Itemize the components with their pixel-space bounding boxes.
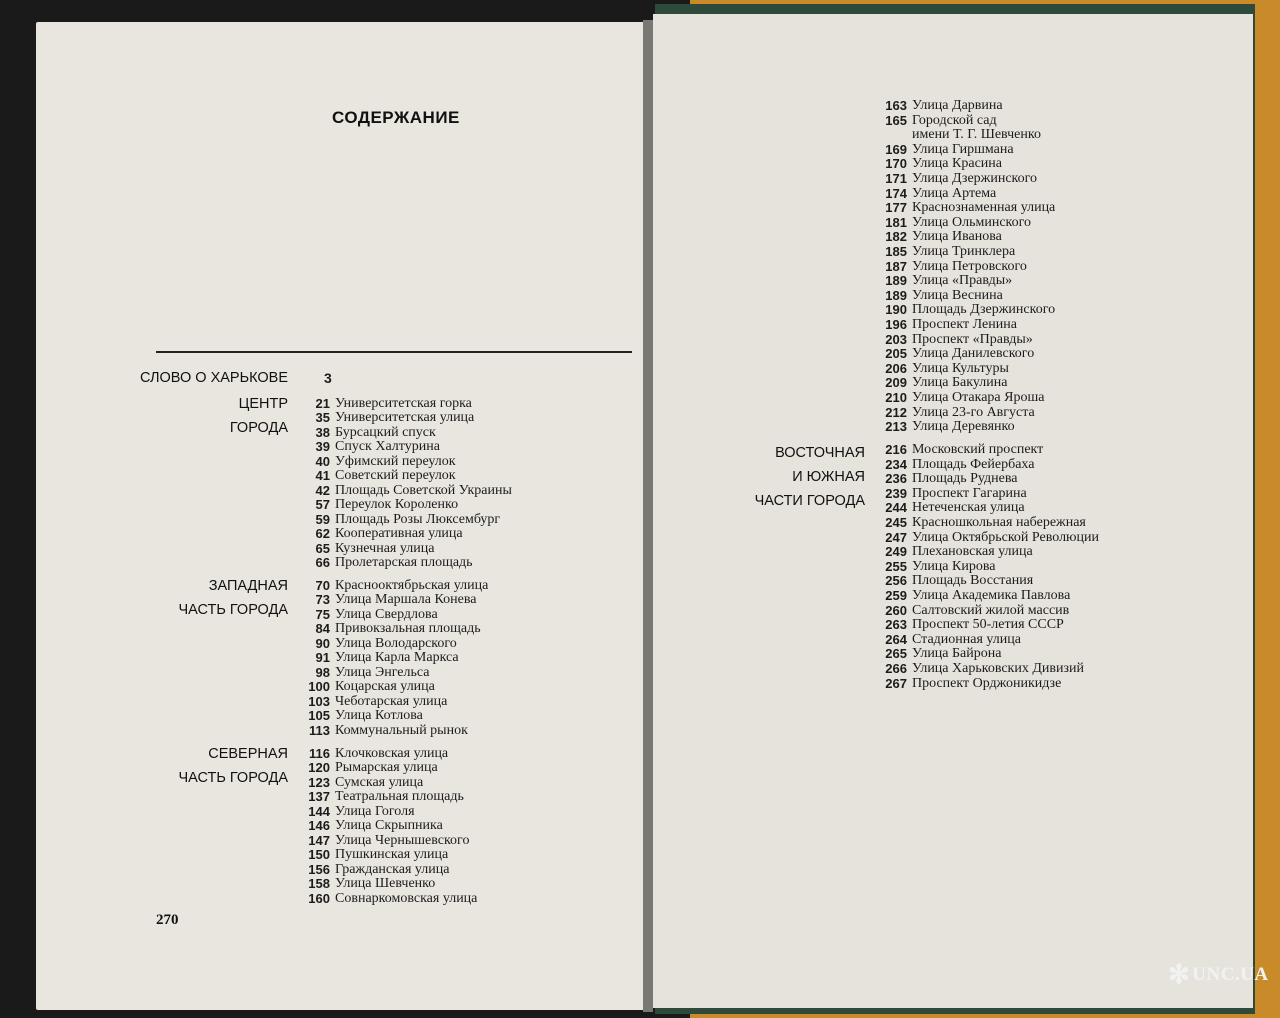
entry-title: Проспект Ленина xyxy=(912,317,1017,332)
entry-page-number: 264 xyxy=(885,632,907,647)
entry-title: Переулок Короленко xyxy=(335,497,459,512)
entry-title: Коммунальный рынок xyxy=(335,723,468,738)
snowflake-icon: ✻ xyxy=(1168,960,1191,989)
entry-title: Красношкольная набережная xyxy=(912,515,1086,530)
entry-page-number: 103 xyxy=(308,694,330,709)
entry-title: Улица Ольминского xyxy=(912,215,1032,230)
entry-page-number: 213 xyxy=(885,419,907,434)
entry-title: Проспект Орджоникидзе xyxy=(912,676,1062,691)
entry-page-number: 210 xyxy=(885,390,907,405)
entry-title: Улица Бакулина xyxy=(912,375,1008,390)
entry-title: Университетская улица xyxy=(335,410,475,425)
entry-page-number: 239 xyxy=(885,486,907,501)
entry-page-number: 260 xyxy=(885,603,907,618)
entry-page-number: 160 xyxy=(308,891,330,906)
entry-page-number: 120 xyxy=(308,760,330,775)
entry-title: Городской сад xyxy=(912,113,997,128)
entry-page-number: 255 xyxy=(885,559,907,574)
entry-title: Уфимский переулок xyxy=(335,454,456,469)
entry-page-number: 150 xyxy=(308,847,330,862)
entry-page-number: 70 xyxy=(315,578,330,593)
entry-title: Площадь Дзержинского xyxy=(912,302,1056,317)
entry-page-number: 187 xyxy=(885,259,907,274)
entry-page-number: 247 xyxy=(885,530,907,545)
entry-page-number: 73 xyxy=(315,592,330,607)
entry-page-number: 62 xyxy=(315,526,330,541)
entry-page-number: 65 xyxy=(315,541,330,556)
entry-page-number: 84 xyxy=(315,621,330,636)
intro-page: 3 xyxy=(324,370,332,386)
section-heading-line: И ЮЖНАЯ xyxy=(792,469,865,485)
entry-page-number: 263 xyxy=(885,617,907,632)
entry-title: Бурсацкий спуск xyxy=(335,425,436,440)
entry-page-number: 177 xyxy=(885,200,907,215)
entry-page-number: 205 xyxy=(885,346,907,361)
entry-title: Привокзальная площадь xyxy=(335,621,481,636)
entry-title: Площадь Розы Люксембург xyxy=(335,512,501,527)
entry-title: Краснооктябрьская улица xyxy=(335,578,489,593)
section-heading-line: ЧАСТИ ГОРОДА xyxy=(754,493,865,509)
entry-title: Улица Дзержинского xyxy=(912,171,1038,186)
entry-page-number: 182 xyxy=(885,229,907,244)
entry-page-number: 90 xyxy=(315,636,330,651)
entry-page-number: 144 xyxy=(308,804,330,819)
entry-title: Улица Деревянко xyxy=(912,419,1015,434)
entry-page-number: 244 xyxy=(885,500,907,515)
entry-page-number: 181 xyxy=(885,215,907,230)
entry-title: Площадь Советской Украины xyxy=(335,483,512,498)
entry-title: Сумская улица xyxy=(335,775,424,790)
entry-title: Улица Карла Маркса xyxy=(335,650,459,665)
entry-page-number: 189 xyxy=(885,273,907,288)
left-page xyxy=(36,22,643,1010)
entry-page-number: 98 xyxy=(315,665,330,680)
entry-page-number: 196 xyxy=(885,317,907,332)
entry-page-number: 66 xyxy=(315,555,330,570)
entry-title: Кооперативная улица xyxy=(335,526,463,541)
entry-page-number: 100 xyxy=(308,679,330,694)
entry-page-number: 75 xyxy=(315,607,330,622)
book-spine xyxy=(643,20,653,1012)
entry-page-number: 234 xyxy=(885,457,907,472)
entry-title: Улица Петровского xyxy=(912,259,1027,274)
entry-page-number: 41 xyxy=(315,468,330,483)
section-heading xyxy=(755,441,865,513)
entry-title: Улица Байрона xyxy=(912,646,1002,661)
entry-page-number: 174 xyxy=(885,186,907,201)
entry-title: Проспект Гагарина xyxy=(912,486,1027,501)
section-heading-line: ЧАСТЬ ГОРОДА xyxy=(178,770,288,786)
entry-page-number: 190 xyxy=(885,302,907,317)
entry-page-number: 259 xyxy=(885,588,907,603)
entry-title: Улица Чернышевского xyxy=(335,833,470,848)
entry-page-number: 40 xyxy=(315,454,330,469)
entry-page-number: 189 xyxy=(885,288,907,303)
entry-page-number: 216 xyxy=(885,442,907,457)
entry-page-number: 21 xyxy=(315,396,330,411)
entry-title: Рымарская улица xyxy=(335,760,438,775)
watermark-logo xyxy=(1168,960,1269,990)
entry-page-number: 137 xyxy=(308,789,330,804)
entry-title: Улица Свердлова xyxy=(335,607,438,622)
entry-page-number: 203 xyxy=(885,332,907,347)
entry-title: Пролетарская площадь xyxy=(335,555,473,570)
entry-title: Улица Иванова xyxy=(912,229,1002,244)
entry-page-number: 147 xyxy=(308,833,330,848)
entry-page-number: 113 xyxy=(309,723,330,738)
section-heading xyxy=(178,574,288,622)
divider xyxy=(156,351,632,353)
entry-title: Коцарская улица xyxy=(335,679,435,694)
entry-page-number: 206 xyxy=(885,361,907,376)
entry-title: Улица Культуры xyxy=(912,361,1009,376)
entry-title: Улица Отакара Яроша xyxy=(912,390,1045,405)
entry-title: Улица «Правды» xyxy=(912,273,1013,288)
entry-title: Гражданская улица xyxy=(335,862,450,877)
entry-page-number: 116 xyxy=(309,746,330,761)
right-page xyxy=(653,14,1253,1008)
entry-title: Улица Гоголя xyxy=(335,804,415,819)
section-heading xyxy=(178,742,288,790)
entry-page-number: 163 xyxy=(885,98,907,113)
entry-title: Московский проспект xyxy=(912,442,1044,457)
section-heading-line: ВОСТОЧНАЯ xyxy=(775,445,865,461)
entry-title: Площадь Фейербаха xyxy=(912,457,1035,472)
entry-title: Стадионная улица xyxy=(912,632,1021,647)
entry-page-number: 245 xyxy=(885,515,907,530)
entry-page-number: 38 xyxy=(315,425,330,440)
entry-title: Советский переулок xyxy=(335,468,456,483)
entry-title: Улица Гиршмана xyxy=(912,142,1014,157)
section-heading-line: ЗАПАДНАЯ xyxy=(208,578,288,594)
entry-page-number: 59 xyxy=(315,512,330,527)
entry-title: Площадь Восстания xyxy=(912,573,1034,588)
entry-page-number: 146 xyxy=(308,818,330,833)
entry-title: Театральная площадь xyxy=(335,789,464,804)
entry-title: Улица Володарского xyxy=(335,636,457,651)
entry-page-number: 236 xyxy=(885,471,907,486)
entry-title: Улица Маршала Конева xyxy=(335,592,477,607)
entry-page-number: 170 xyxy=(885,156,907,171)
entry-title: Улица Скрыпника xyxy=(335,818,443,833)
entry-page-number: 57 xyxy=(315,497,330,512)
entry-page-number: 165 xyxy=(885,113,907,128)
entry-page-number: 105 xyxy=(308,708,330,723)
page-title: СОДЕРЖАНИЕ xyxy=(332,108,460,127)
entry-title: Пушкинская улица xyxy=(335,847,449,862)
entry-title: Улица 23-го Августа xyxy=(912,405,1035,420)
entry-title: Площадь Руднева xyxy=(912,471,1018,486)
entry-page-number: 212 xyxy=(885,405,907,420)
entry-title: Клочковская улица xyxy=(335,746,449,761)
entry-page-number: 123 xyxy=(308,775,330,790)
entry-page-number: 265 xyxy=(885,646,907,661)
entry-title: Проспект 50-летия СССР xyxy=(912,617,1064,632)
entry-title: Проспект «Правды» xyxy=(912,332,1033,347)
section-heading-line: СЕВЕРНАЯ xyxy=(208,746,288,762)
entry-title: Плехановская улица xyxy=(912,544,1033,559)
entry-page-number: 158 xyxy=(308,876,330,891)
entry-title: Улица Харьковских Дивизий xyxy=(912,661,1085,676)
entry-title: имени Т. Г. Шевченко xyxy=(912,127,1041,142)
entry-title: Нетеченская улица xyxy=(912,500,1025,515)
entry-page-number: 266 xyxy=(885,661,907,676)
entry-title: Улица Котлова xyxy=(335,708,423,723)
entry-title: Улица Красина xyxy=(912,156,1002,171)
entry-page-number: 156 xyxy=(308,862,330,877)
entry-page-number: 35 xyxy=(315,410,330,425)
entry-title: Улица Артема xyxy=(912,186,997,201)
entry-title: Улица Данилевского xyxy=(912,346,1035,361)
entry-title: Улица Шевченко xyxy=(335,876,436,891)
entry-page-number: 171 xyxy=(885,171,907,186)
entry-title: Улица Кирова xyxy=(912,559,996,574)
entry-title: Улица Октябрьской Революции xyxy=(912,530,1099,545)
entry-title: Кузнечная улица xyxy=(335,541,435,556)
entry-page-number: 42 xyxy=(315,483,330,498)
section-heading xyxy=(230,392,288,440)
page-number: 270 xyxy=(156,912,179,928)
entry-title: Чеботарская улица xyxy=(335,694,448,709)
entry-title: Улица Тринклера xyxy=(912,244,1016,259)
intro-label: СЛОВО О ХАРЬКОВЕ xyxy=(140,370,289,386)
entry-title: Спуск Халтурина xyxy=(335,439,440,454)
entry-title: Салтовский жилой массив xyxy=(912,603,1070,618)
entry-page-number: 39 xyxy=(315,439,330,454)
entry-title: Улица Веснина xyxy=(912,288,1003,303)
entry-title: Улица Энгельса xyxy=(335,665,430,680)
entry-page-number: 249 xyxy=(885,544,907,559)
entry-title: Совнаркомовская улица xyxy=(335,891,478,906)
section-heading-line: ЦЕНТР xyxy=(238,396,288,412)
entry-page-number: 169 xyxy=(885,142,907,157)
entry-title: Краснознаменная улица xyxy=(912,200,1056,215)
section-heading-line: ЧАСТЬ ГОРОДА xyxy=(178,602,288,618)
entry-page-number: 267 xyxy=(885,676,907,691)
entry-page-number: 256 xyxy=(885,573,907,588)
entry-page-number: 209 xyxy=(885,375,907,390)
entry-title: Улица Академика Павлова xyxy=(912,588,1071,603)
entry-title: Университетская горка xyxy=(335,396,472,411)
entry-page-number: 185 xyxy=(885,244,907,259)
entry-title: Улица Дарвина xyxy=(912,98,1003,113)
watermark-text: UNC.UA xyxy=(1192,964,1269,985)
section-heading-line: ГОРОДА xyxy=(229,420,288,436)
entry-page-number: 91 xyxy=(315,650,330,665)
